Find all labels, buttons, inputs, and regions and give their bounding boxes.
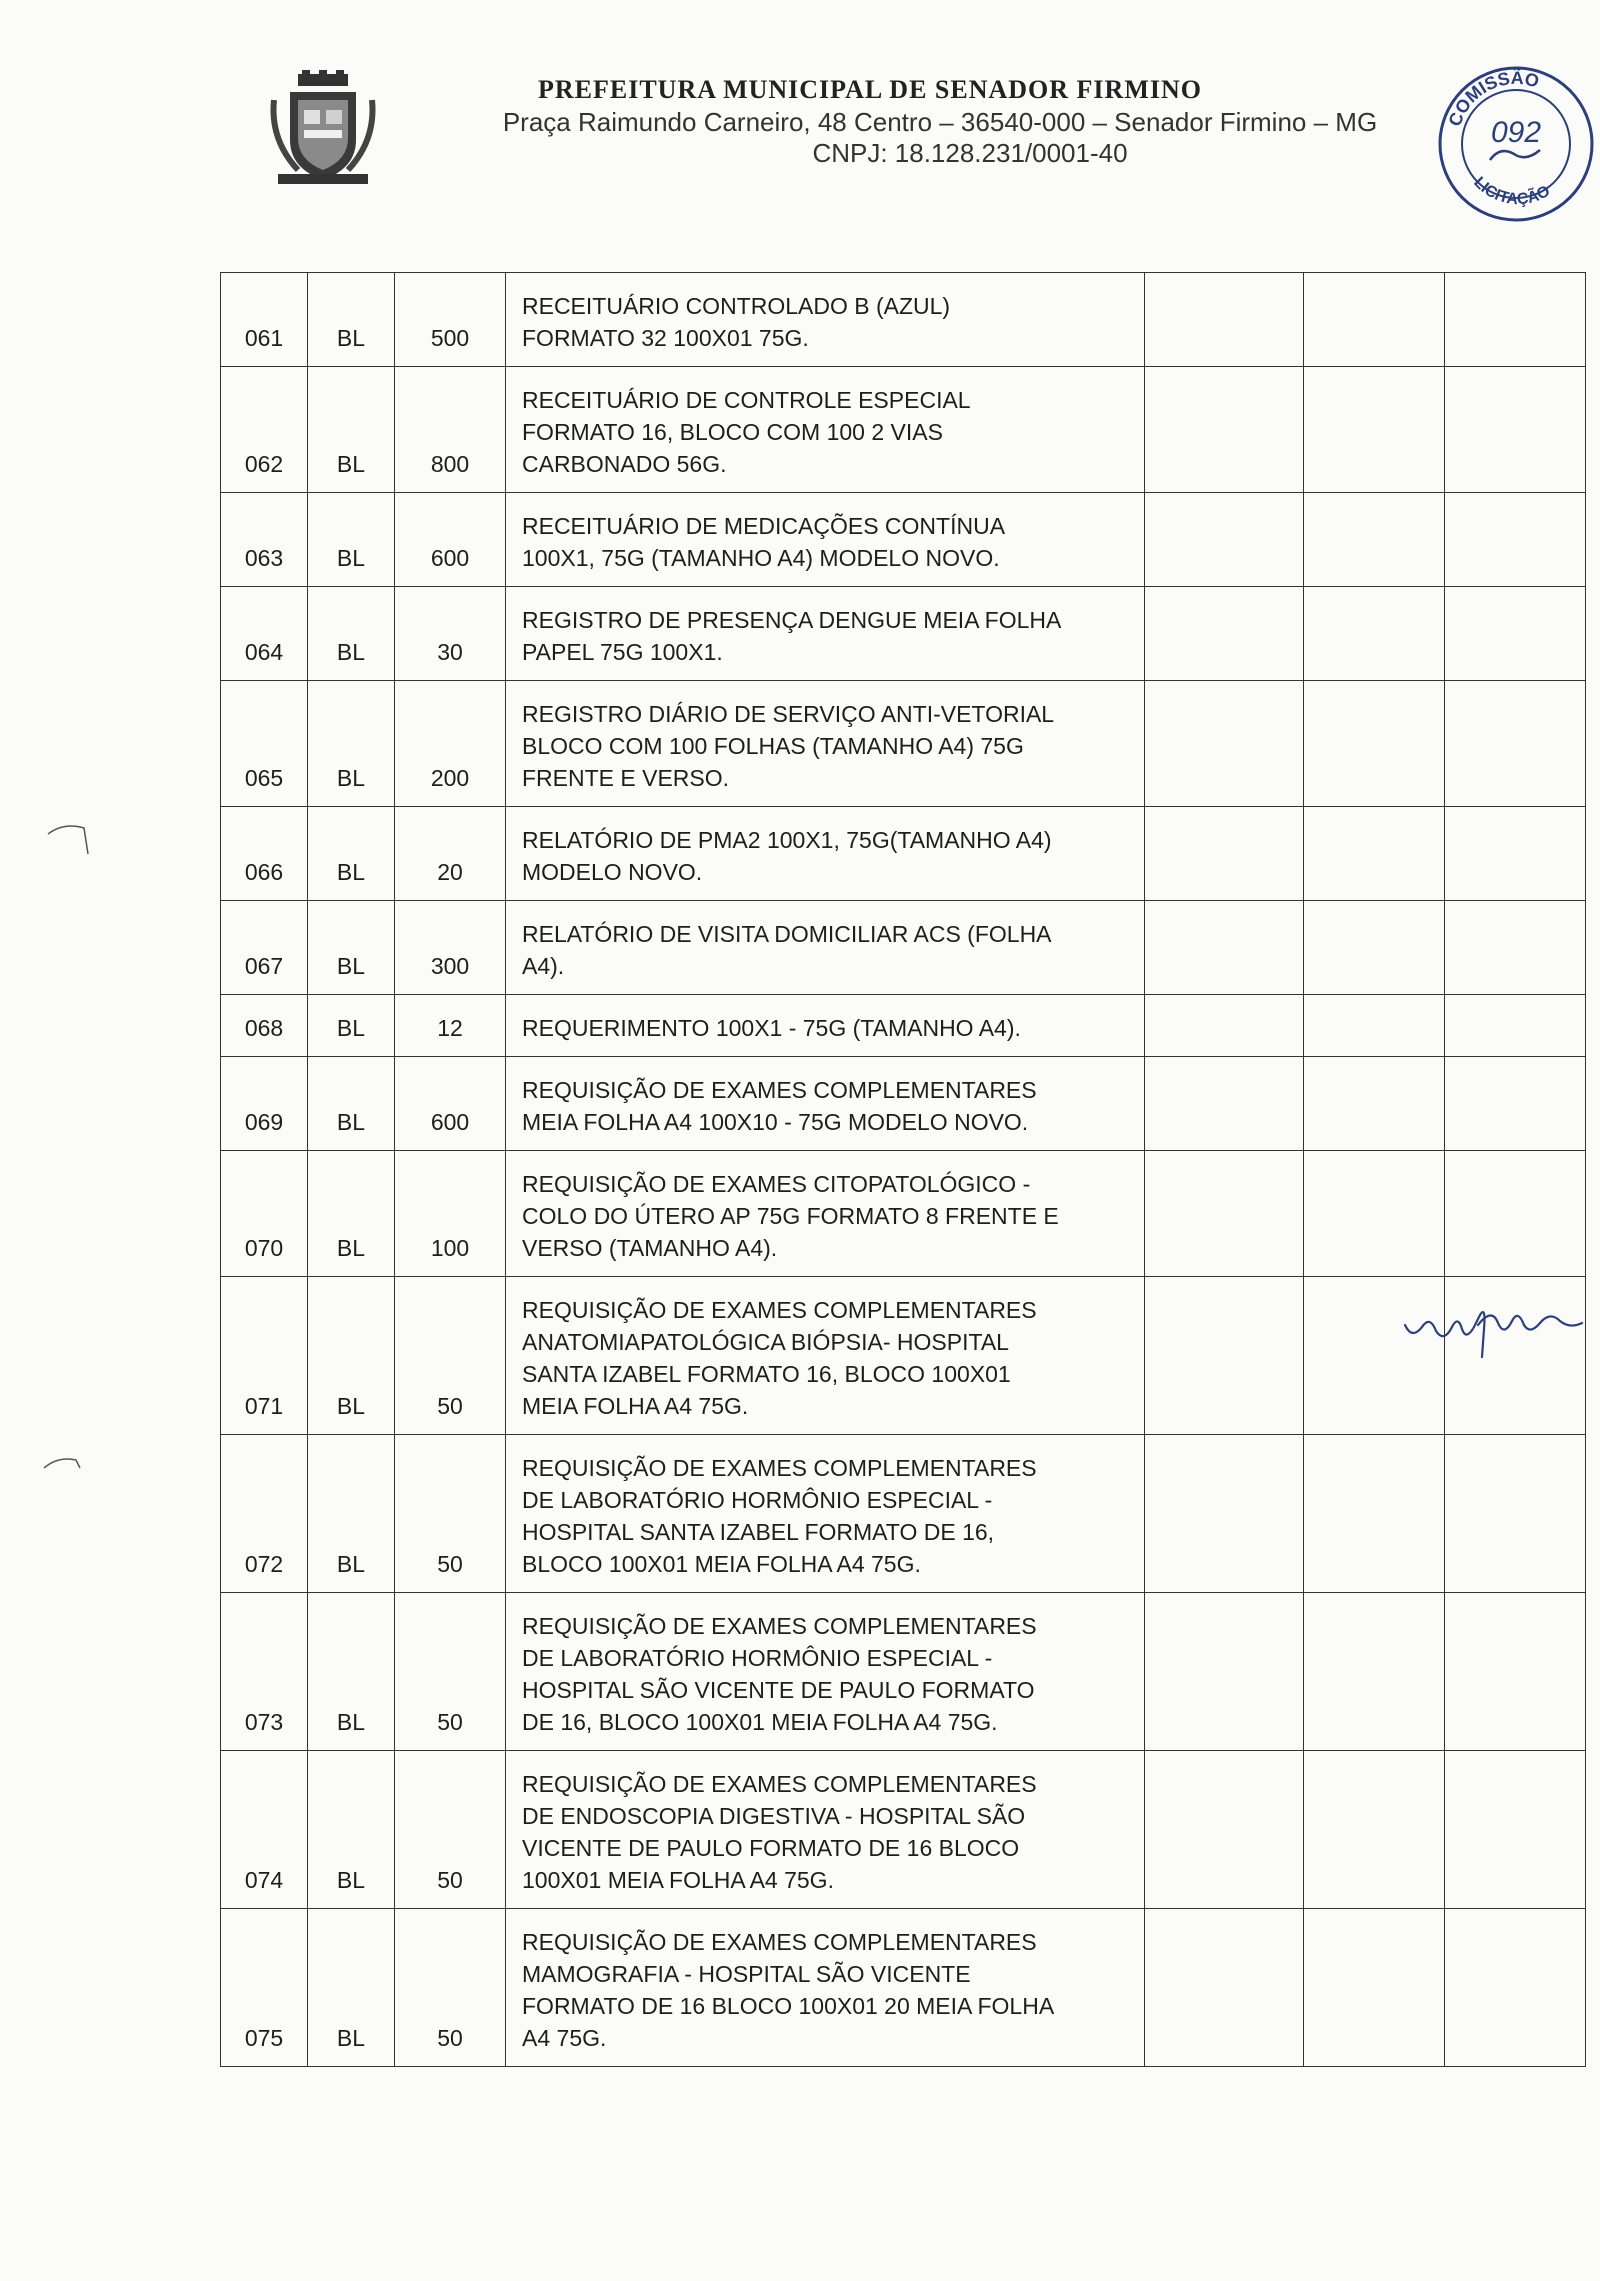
letterhead	[0, 0, 1600, 209]
empty-cell	[1145, 1277, 1304, 1435]
empty-cell	[1145, 995, 1304, 1057]
empty-cell	[1304, 367, 1445, 493]
description-line: RELATÓRIO DE PMA2 100X1, 75G(TAMANHO A4)	[522, 827, 1052, 853]
item-unit: BL	[308, 995, 395, 1057]
description-line: REQUISIÇÃO DE EXAMES COMPLEMENTARES	[522, 1613, 1037, 1639]
item-code: 069	[221, 1057, 308, 1151]
description-line: MEIA FOLHA A4 75G.	[522, 1393, 749, 1419]
stamp-number: 092	[1490, 116, 1542, 149]
item-code: 070	[221, 1151, 308, 1277]
description-line: FORMATO DE 16 BLOCO 100X01 20 MEIA FOLHA	[522, 1993, 1055, 2019]
empty-cell	[1304, 807, 1445, 901]
empty-cell	[1304, 1751, 1445, 1909]
description-line: FRENTE E VERSO.	[522, 765, 730, 791]
empty-cell	[1145, 1151, 1304, 1277]
empty-cell	[1145, 367, 1304, 493]
stamp-bottom-text: LICITAÇÃO	[1470, 174, 1554, 209]
description-line: BLOCO 100X01 MEIA FOLHA A4 75G.	[522, 1551, 921, 1577]
empty-cell	[1304, 1057, 1445, 1151]
item-description	[506, 995, 1145, 1057]
table-row	[221, 1751, 1586, 1909]
item-description	[506, 807, 1145, 901]
item-unit: BL	[308, 273, 395, 367]
empty-cell	[1145, 681, 1304, 807]
item-code: 067	[221, 901, 308, 995]
table-row	[221, 1151, 1586, 1277]
table-row	[221, 273, 1586, 367]
empty-cell	[1145, 1751, 1304, 1909]
letterhead-address: Praça Raimundo Carneiro, 48 Centro – 36540-000 – Senador Firmino – MG	[502, 107, 1378, 137]
description-line: MODELO NOVO.	[522, 859, 703, 885]
empty-cell	[1445, 1593, 1586, 1751]
item-unit: BL	[308, 1151, 395, 1277]
table-row	[221, 681, 1586, 807]
item-description	[506, 1593, 1145, 1751]
margin-mark	[44, 818, 94, 858]
item-unit: BL	[308, 1057, 395, 1151]
description-line: HOSPITAL SÃO VICENTE DE PAULO FORMATO	[522, 1677, 1035, 1703]
empty-cell	[1304, 1151, 1445, 1277]
empty-cell	[1304, 1435, 1445, 1593]
description-line: A4 75G.	[522, 2025, 607, 2051]
description-line: REGISTRO DE PRESENÇA DENGUE MEIA FOLHA	[522, 607, 1062, 633]
item-quantity: 50	[395, 1593, 506, 1751]
empty-cell	[1445, 1151, 1586, 1277]
empty-cell	[1145, 273, 1304, 367]
item-quantity: 600	[395, 493, 506, 587]
empty-cell	[1145, 1057, 1304, 1151]
item-description	[506, 587, 1145, 681]
item-unit: BL	[308, 901, 395, 995]
description-line: REQUISIÇÃO DE EXAMES COMPLEMENTARES	[522, 1455, 1037, 1481]
empty-cell	[1445, 995, 1586, 1057]
item-quantity: 50	[395, 1277, 506, 1435]
item-code: 064	[221, 587, 308, 681]
item-code: 075	[221, 1909, 308, 2067]
description-line: MEIA FOLHA A4 100X10 - 75G MODELO NOVO.	[522, 1109, 1029, 1135]
item-unit: BL	[308, 1751, 395, 1909]
description-line: CARBONADO 56G.	[522, 451, 727, 477]
description-line: MAMOGRAFIA - HOSPITAL SÃO VICENTE	[522, 1961, 971, 1987]
empty-cell	[1145, 1435, 1304, 1593]
description-line: REQUISIÇÃO DE EXAMES CITOPATOLÓGICO -	[522, 1171, 1031, 1197]
item-code: 065	[221, 681, 308, 807]
item-quantity: 300	[395, 901, 506, 995]
item-unit: BL	[308, 1277, 395, 1435]
description-line: SANTA IZABEL FORMATO 16, BLOCO 100X01	[522, 1361, 1011, 1387]
item-quantity: 50	[395, 1909, 506, 2067]
empty-cell	[1445, 1909, 1586, 2067]
description-line: BLOCO COM 100 FOLHAS (TAMANHO A4) 75G	[522, 733, 1024, 759]
description-line: RECEITUÁRIO DE CONTROLE ESPECIAL	[522, 387, 971, 413]
item-unit: BL	[308, 807, 395, 901]
description-line: REQUISIÇÃO DE EXAMES COMPLEMENTARES	[522, 1929, 1037, 1955]
item-description	[506, 493, 1145, 587]
item-description	[506, 367, 1145, 493]
description-line: DE ENDOSCOPIA DIGESTIVA - HOSPITAL SÃO	[522, 1803, 1026, 1829]
item-description	[506, 681, 1145, 807]
item-unit: BL	[308, 367, 395, 493]
letterhead-cnpj: CNPJ: 18.128.231/0001-40	[812, 138, 1128, 168]
municipal-crest-icon	[268, 70, 378, 190]
item-code: 062	[221, 367, 308, 493]
empty-cell	[1304, 901, 1445, 995]
description-line: DE LABORATÓRIO HORMÔNIO ESPECIAL -	[522, 1645, 993, 1671]
item-quantity: 50	[395, 1751, 506, 1909]
item-code: 061	[221, 273, 308, 367]
items-table	[220, 272, 1586, 2067]
table-row	[221, 901, 1586, 995]
empty-cell	[1145, 901, 1304, 995]
empty-cell	[1304, 995, 1445, 1057]
item-description	[506, 1751, 1145, 1909]
item-unit: BL	[308, 1593, 395, 1751]
table-row	[221, 1057, 1586, 1151]
table-row	[221, 587, 1586, 681]
empty-cell	[1445, 367, 1586, 493]
description-line: REQUISIÇÃO DE EXAMES COMPLEMENTARES	[522, 1771, 1037, 1797]
stamp-top-text: COMISSÃO	[1444, 67, 1542, 129]
table-row	[221, 995, 1586, 1057]
empty-cell	[1445, 1057, 1586, 1151]
description-line: REQUISIÇÃO DE EXAMES COMPLEMENTARES	[522, 1297, 1037, 1323]
table-row	[221, 1277, 1586, 1435]
item-code: 071	[221, 1277, 308, 1435]
description-line: FORMATO 16, BLOCO COM 100 2 VIAS	[522, 419, 943, 445]
empty-cell	[1445, 807, 1586, 901]
item-quantity: 500	[395, 273, 506, 367]
item-description	[506, 1435, 1145, 1593]
empty-cell	[1304, 681, 1445, 807]
item-description	[506, 1057, 1145, 1151]
empty-cell	[1445, 1751, 1586, 1909]
item-unit: BL	[308, 1909, 395, 2067]
item-unit: BL	[308, 493, 395, 587]
description-line: ANATOMIAPATOLÓGICA BIÓPSIA- HOSPITAL	[522, 1329, 1009, 1355]
empty-cell	[1445, 493, 1586, 587]
item-code: 072	[221, 1435, 308, 1593]
table-row	[221, 1435, 1586, 1593]
item-code: 073	[221, 1593, 308, 1751]
empty-cell	[1304, 273, 1445, 367]
empty-cell	[1145, 587, 1304, 681]
description-line: DE 16, BLOCO 100X01 MEIA FOLHA A4 75G.	[522, 1709, 998, 1735]
description-line: VICENTE DE PAULO FORMATO DE 16 BLOCO	[522, 1835, 1020, 1861]
description-line: REQUERIMENTO 100X1 - 75G (TAMANHO A4).	[522, 1015, 1021, 1041]
empty-cell	[1145, 1593, 1304, 1751]
item-quantity: 30	[395, 587, 506, 681]
item-code: 066	[221, 807, 308, 901]
table-row	[221, 1593, 1586, 1751]
svg-text:LICITAÇÃO	[1470, 174, 1553, 208]
item-quantity: 200	[395, 681, 506, 807]
empty-cell	[1304, 493, 1445, 587]
item-code: 068	[221, 995, 308, 1057]
description-line: VERSO (TAMANHO A4).	[522, 1235, 778, 1261]
item-unit: BL	[308, 1435, 395, 1593]
description-line: A4).	[522, 953, 565, 979]
item-quantity: 100	[395, 1151, 506, 1277]
item-description	[506, 901, 1145, 995]
commission-stamp	[1430, 50, 1600, 230]
item-description	[506, 273, 1145, 367]
description-line: 100X1, 75G (TAMANHO A4) MODELO NOVO.	[522, 545, 1000, 571]
description-line: FORMATO 32 100X01 75G.	[522, 325, 809, 351]
description-line: RECEITUÁRIO CONTROLADO B (AZUL)	[522, 293, 951, 319]
item-description	[506, 1277, 1145, 1435]
item-quantity: 12	[395, 995, 506, 1057]
table-row	[221, 493, 1586, 587]
item-unit: BL	[308, 587, 395, 681]
table-row	[221, 367, 1586, 493]
letterhead-title: PREFEITURA MUNICIPAL DE SENADOR FIRMINO	[537, 75, 1202, 104]
empty-cell	[1304, 1909, 1445, 2067]
description-line: PAPEL 75G 100X1.	[522, 639, 723, 665]
item-code: 063	[221, 493, 308, 587]
empty-cell	[1145, 493, 1304, 587]
empty-cell	[1304, 587, 1445, 681]
empty-cell	[1304, 1593, 1445, 1751]
item-description	[506, 1151, 1145, 1277]
empty-cell	[1445, 587, 1586, 681]
empty-cell	[1445, 901, 1586, 995]
item-quantity: 20	[395, 807, 506, 901]
table-row	[221, 1909, 1586, 2067]
description-line: RECEITUÁRIO DE MEDICAÇÕES CONTÍNUA	[522, 513, 1006, 539]
description-line: REQUISIÇÃO DE EXAMES COMPLEMENTARES	[522, 1077, 1037, 1103]
table-row	[221, 807, 1586, 901]
empty-cell	[1445, 681, 1586, 807]
description-line: DE LABORATÓRIO HORMÔNIO ESPECIAL -	[522, 1487, 993, 1513]
item-quantity: 800	[395, 367, 506, 493]
description-line: 100X01 MEIA FOLHA A4 75G.	[522, 1867, 834, 1893]
empty-cell	[1145, 1909, 1304, 2067]
empty-cell	[1445, 273, 1586, 367]
empty-cell	[1445, 1435, 1586, 1593]
item-code: 074	[221, 1751, 308, 1909]
description-line: HOSPITAL SANTA IZABEL FORMATO DE 16,	[522, 1519, 995, 1545]
description-line: REGISTRO DIÁRIO DE SERVIÇO ANTI-VETORIAL	[522, 701, 1055, 727]
handwritten-signature	[1400, 1285, 1590, 1360]
item-unit: BL	[308, 681, 395, 807]
item-quantity: 50	[395, 1435, 506, 1593]
empty-cell	[1145, 807, 1304, 901]
description-line: COLO DO ÚTERO AP 75G FORMATO 8 FRENTE E	[522, 1203, 1059, 1229]
item-description	[506, 1909, 1145, 2067]
description-line: RELATÓRIO DE VISITA DOMICILIAR ACS (FOLHA	[522, 921, 1052, 947]
item-quantity: 600	[395, 1057, 506, 1151]
margin-mark	[40, 1450, 90, 1480]
